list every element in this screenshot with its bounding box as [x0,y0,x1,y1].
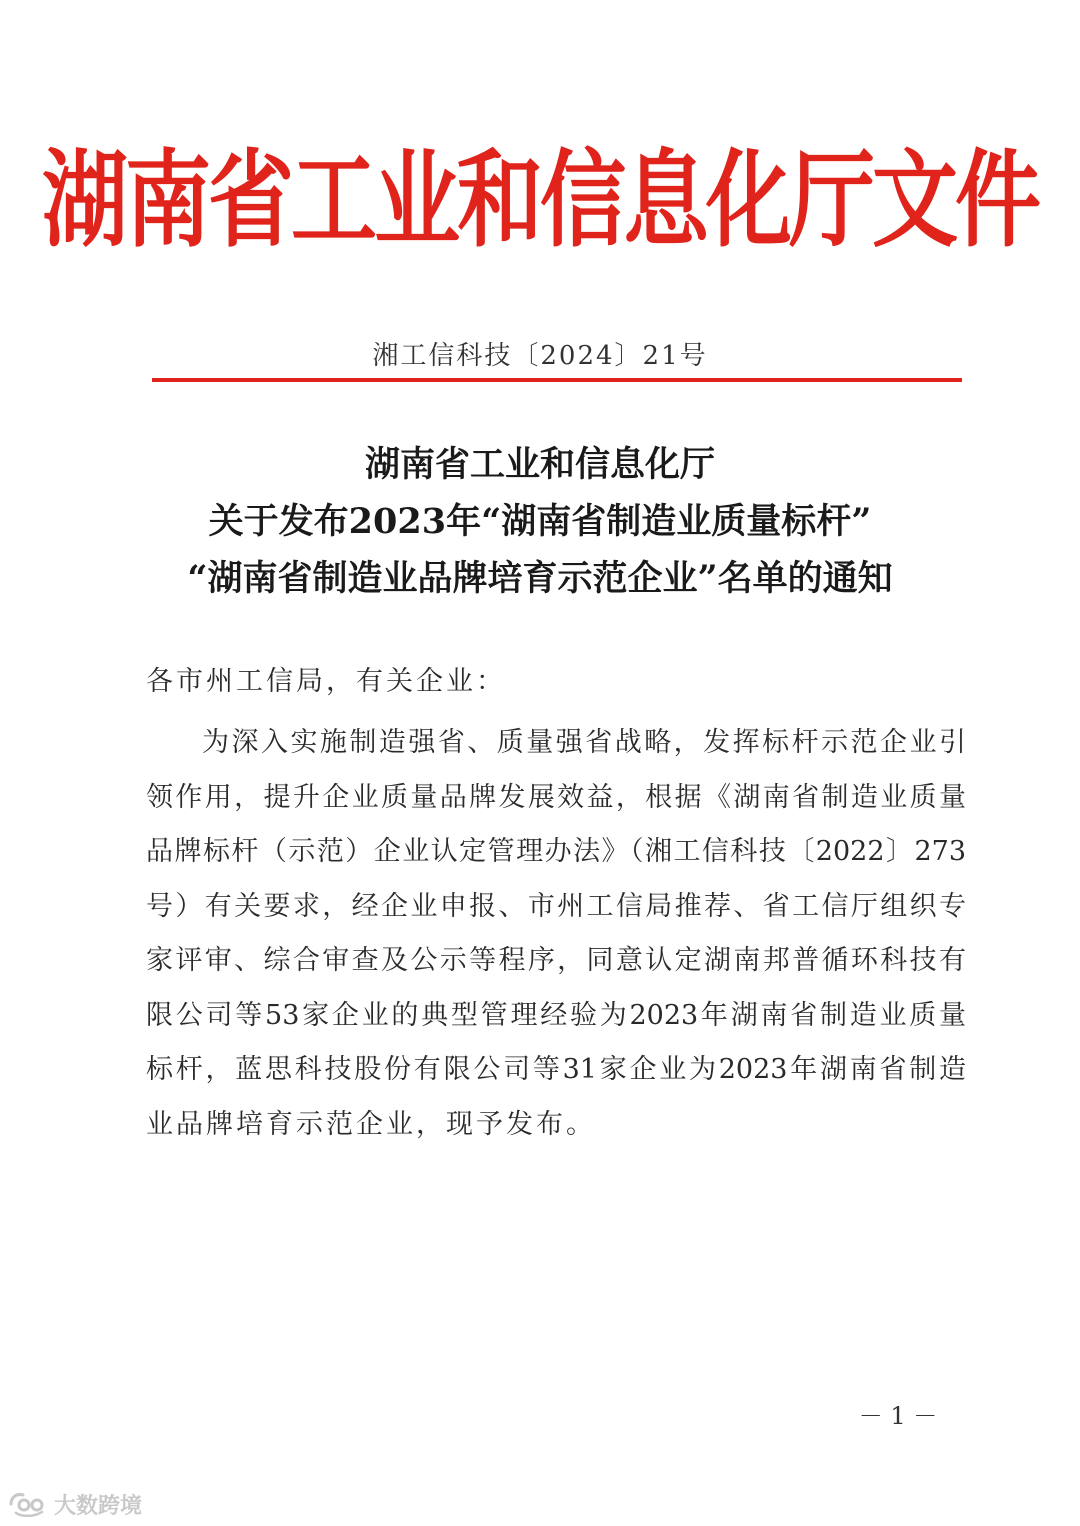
salutation: 各市州工信局，有关企业： [146,666,506,697]
body-line: 标杆，蓝思科技股份有限公司等31家企业为2023年湖南省制造 [146,1054,966,1085]
body-line: 品牌标杆（示范）企业认定管理办法》（湘工信科技〔2022〕273 [146,836,966,867]
body-line: 为深入实施制造强省、质量强省战略，发挥标杆示范企业引 [202,727,966,758]
body-line: 业品牌培育示范企业，现予发布。 [146,1108,596,1140]
notice-title-line-1: 湖南省工业和信息化厅 [364,444,715,485]
notice-title [0,436,1080,607]
red-divider-line [152,378,962,382]
notice-title-line-2: 关于发布2023年“湖南省制造业质量标杆” [208,501,872,542]
watermark-label: 大数跨境 [54,1493,143,1519]
masthead-title: 湖南省工业和信息化厅文件 [42,140,1038,263]
notice-title-line-3: “湖南省制造业品牌培育示范企业”名单的通知 [187,558,893,599]
body-line: 家评审、综合审查及公示等程序，同意认定湖南邦普循环科技有 [146,945,966,976]
body-line: 限公司等53家企业的典型管理经验为2023年湖南省制造业质量 [146,999,966,1031]
watermark-logo-icon [8,1491,54,1517]
document-number: 湘工信科技〔2024〕21号 [372,341,708,371]
body-paragraph [146,716,966,1152]
body-line: 号）有关要求，经企业申报、市州工信局推荐、省工信厅组织专 [146,890,966,922]
watermark [8,1486,142,1522]
page-number: － 1 － [858,1402,938,1430]
body-line: 领作用，提升企业质量品牌发展效益，根据《湖南省制造业质量 [146,781,966,813]
